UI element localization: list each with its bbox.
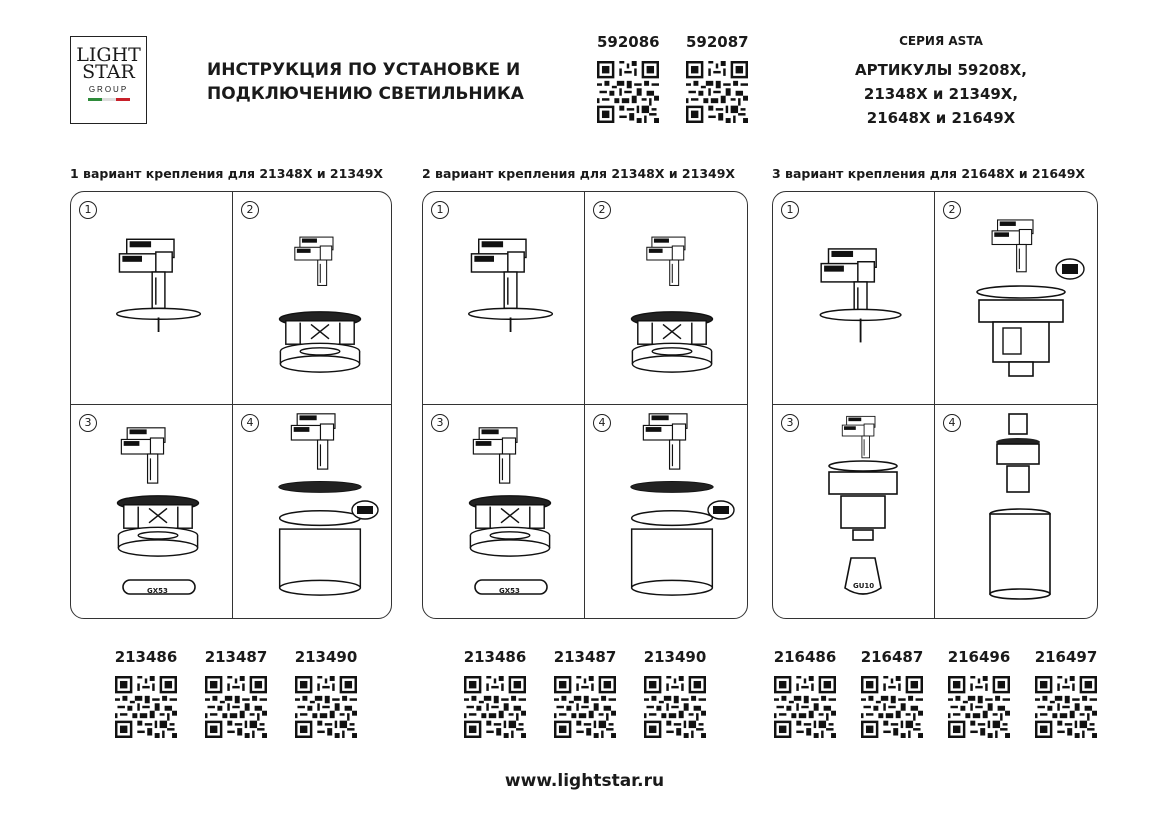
variant-3-panel	[772, 191, 1098, 619]
qr-code-icon	[464, 676, 526, 738]
step-number: 1	[431, 201, 449, 219]
adapter-illustration	[453, 422, 549, 502]
variant-2-panel	[422, 191, 748, 619]
title-line-2: ПОДКЛЮЧЕНИЮ СВЕТИЛЬНИКА	[207, 84, 524, 104]
shade-illustration	[265, 476, 375, 606]
product-code: 216486	[773, 648, 837, 666]
socket-housing-illustration	[983, 412, 1053, 502]
step-number: 4	[241, 414, 259, 432]
connector-detail-icon	[1055, 258, 1085, 280]
shade-illustration	[617, 476, 727, 606]
header-code-1: 592086	[597, 33, 660, 51]
product-code: 213490	[294, 648, 358, 666]
socket-housing-illustration	[973, 284, 1069, 384]
housing-illustration	[103, 494, 213, 566]
qr-code-icon	[644, 676, 706, 738]
qr-code-icon	[1035, 676, 1097, 738]
step-number: 3	[781, 414, 799, 432]
gu10-lamp-icon	[837, 554, 889, 600]
variant-2-title: 2 вариант крепления для 21348X и 21349X	[422, 166, 736, 181]
qr-code-icon	[597, 61, 659, 123]
housing-illustration	[617, 310, 727, 382]
qr-code-icon	[205, 676, 267, 738]
adapter-illustration	[451, 232, 561, 332]
adapter-illustration	[623, 232, 719, 302]
connector-detail-icon	[351, 500, 379, 520]
qr-code-icon	[861, 676, 923, 738]
step-number: 1	[781, 201, 799, 219]
step-number: 2	[593, 201, 611, 219]
qr-code-icon	[774, 676, 836, 738]
lamp-label: GX53	[147, 587, 168, 595]
shade-illustration	[985, 508, 1055, 602]
qr-code-icon	[948, 676, 1010, 738]
document-title	[207, 58, 524, 106]
housing-illustration	[455, 494, 565, 566]
series-name: СЕРИЯ ASTA	[899, 34, 983, 48]
step-number: 4	[593, 414, 611, 432]
articles-line-3: 21648X и 21649X	[866, 109, 1016, 127]
product-code: 216496	[947, 648, 1011, 666]
product-code: 213486	[114, 648, 178, 666]
article-numbers	[826, 58, 1056, 130]
adapter-illustration	[801, 232, 911, 352]
product-code: 213487	[204, 648, 268, 666]
website-link[interactable]: www.lightstar.ru	[504, 771, 665, 791]
qr-code-icon	[686, 61, 748, 123]
logo-line-2: STAR	[82, 61, 135, 83]
qr-code-icon	[295, 676, 357, 738]
logo-line-1: LIGHT	[76, 44, 141, 66]
step-number: 1	[79, 201, 97, 219]
title-line-1: ИНСТРУКЦИЯ ПО УСТАНОВКЕ И	[207, 60, 521, 80]
brand-logo	[70, 36, 147, 124]
product-code: 213486	[463, 648, 527, 666]
product-code: 213490	[643, 648, 707, 666]
qr-code-icon	[554, 676, 616, 738]
articles-line-1: АРТИКУЛЫ 59208X,	[855, 61, 1027, 79]
articles-line-2: 21348X и 21349X,	[863, 85, 1019, 103]
connector-detail-icon	[707, 500, 735, 520]
italian-flag-icon	[71, 98, 146, 101]
step-number: 2	[241, 201, 259, 219]
adapter-illustration	[99, 232, 209, 332]
variant-1-title: 1 вариант крепления для 21348X и 21349X	[70, 166, 384, 181]
variant-3-title: 3 вариант крепления для 21648X и 21649X	[772, 166, 1086, 181]
step-number: 4	[943, 414, 961, 432]
header-code-2: 592087	[686, 33, 749, 51]
variant-1-panel	[70, 191, 392, 619]
step-number: 3	[79, 414, 97, 432]
step-number: 3	[431, 414, 449, 432]
adapter-illustration	[101, 422, 197, 502]
logo-line-3: GROUP	[88, 85, 129, 94]
adapter-illustration	[271, 232, 367, 302]
housing-illustration	[265, 310, 375, 382]
adapter-illustration	[973, 212, 1063, 292]
step-number: 2	[943, 201, 961, 219]
product-code: 213487	[553, 648, 617, 666]
product-code: 216497	[1034, 648, 1098, 666]
lamp-label: GU10	[853, 582, 875, 590]
product-code: 216487	[860, 648, 924, 666]
qr-code-icon	[115, 676, 177, 738]
lamp-label: GX53	[499, 587, 520, 595]
socket-housing-illustration	[825, 460, 901, 556]
